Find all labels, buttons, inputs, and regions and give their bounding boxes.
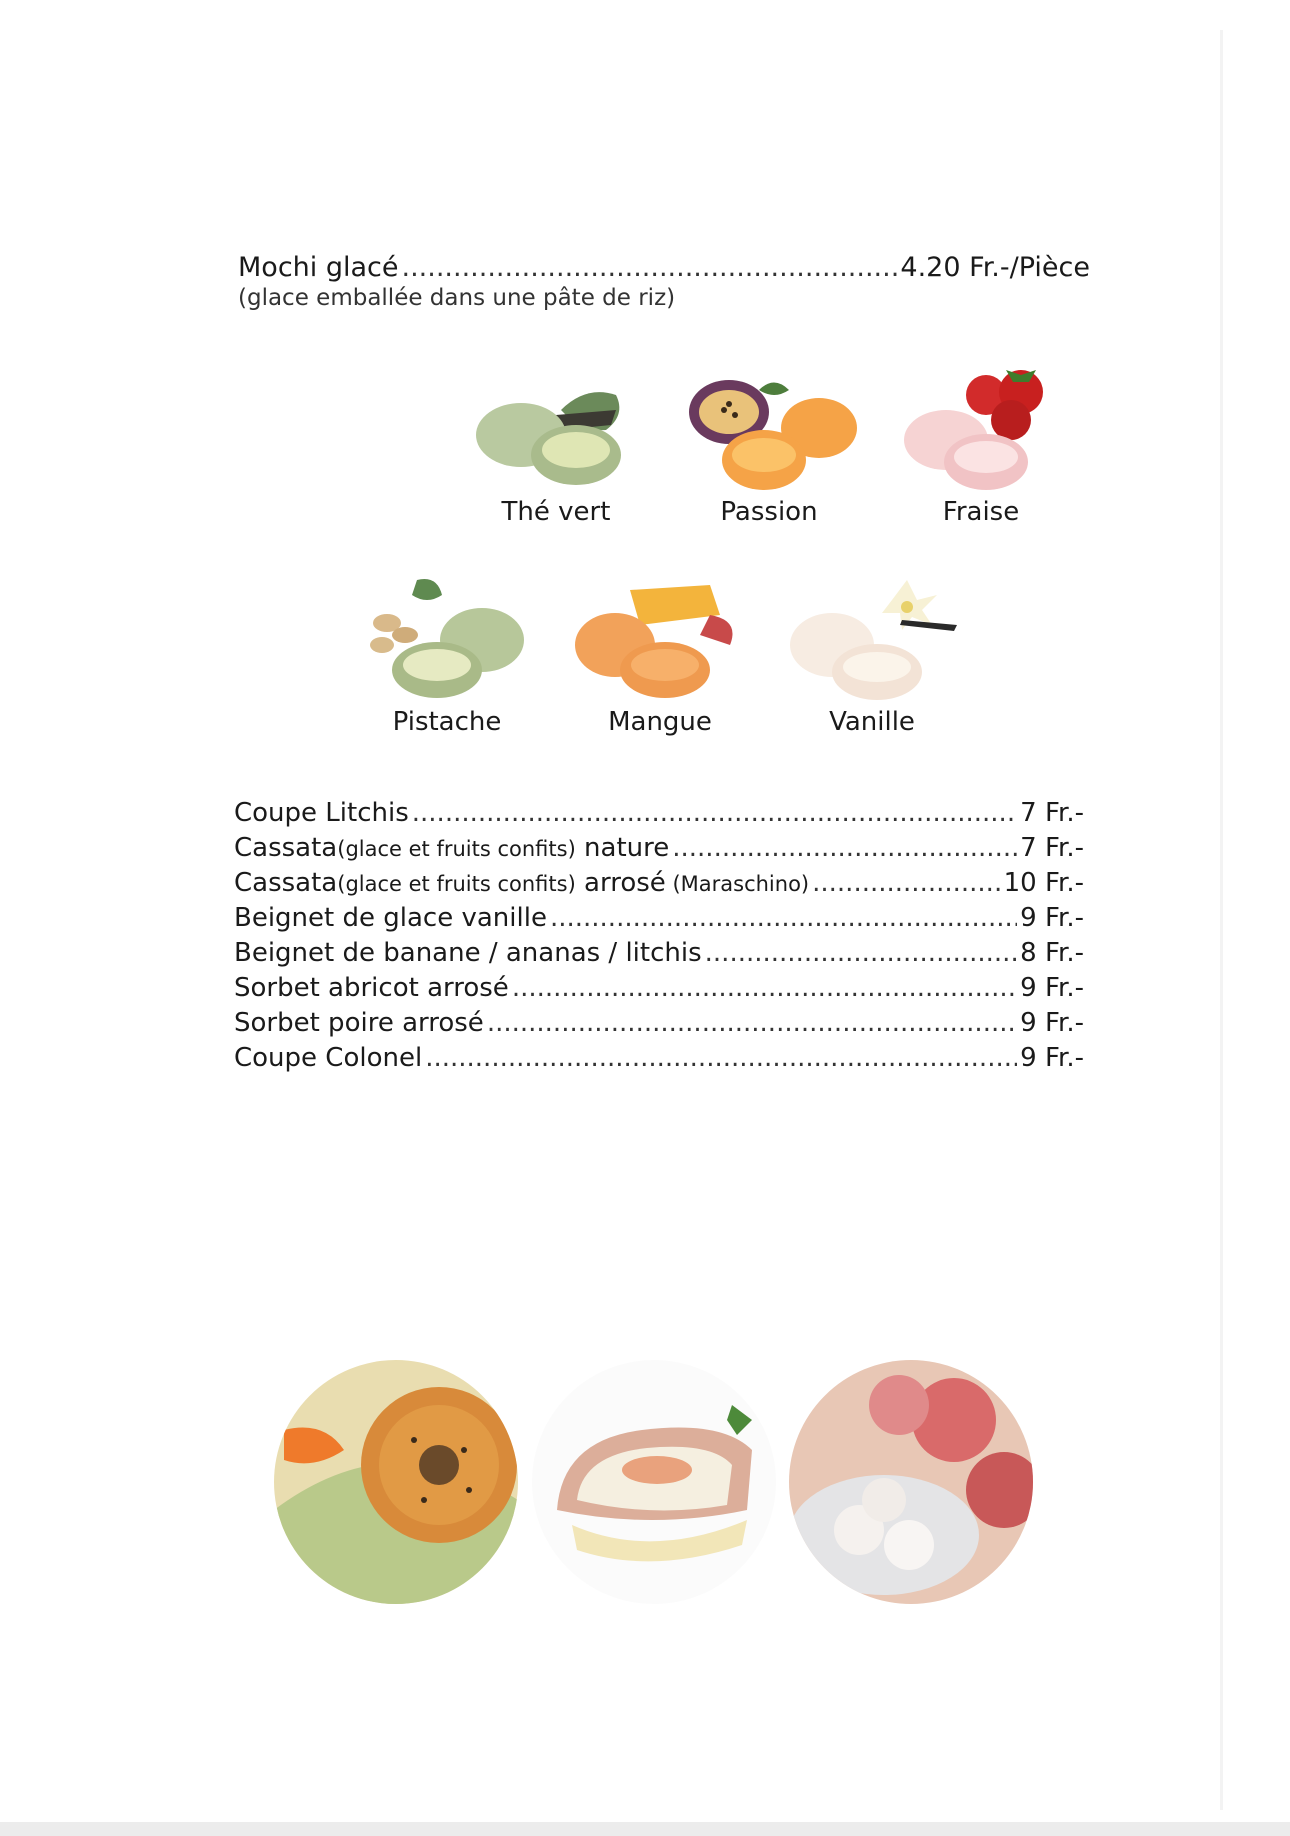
- mochi-mangue-image: [570, 575, 750, 705]
- item-name: Sorbet abricot arrosé: [234, 973, 509, 1003]
- item-name: Coupe Litchis: [234, 798, 409, 828]
- item-name: Beignet de banane / ananas / litchis: [234, 938, 702, 968]
- dot-leader: [487, 1008, 1017, 1038]
- mochi-vanille-image: [782, 575, 962, 705]
- photo-beignet: [274, 1360, 518, 1604]
- menu-row: [234, 868, 1084, 903]
- mochi-the-vert-image: [466, 370, 646, 495]
- flavor-passion: [674, 370, 864, 527]
- dot-leader: [412, 798, 1017, 828]
- item-suffix: nature: [575, 833, 670, 863]
- item-price: 9 Fr.-: [1020, 1043, 1084, 1073]
- mochi-passion-image: [679, 370, 859, 495]
- item-note: (glace et fruits confits): [337, 872, 576, 896]
- dessert-list: [234, 798, 1084, 1078]
- menu-row: [234, 798, 1084, 833]
- item-price: 9 Fr.-: [1020, 1008, 1084, 1038]
- menu-row: [234, 903, 1084, 938]
- item-name: Cassata: [234, 833, 338, 863]
- menu-row: [234, 1043, 1084, 1078]
- flavor-vanille: [777, 575, 967, 737]
- item-price: 9 Fr.-: [1020, 903, 1084, 933]
- mochi-price: 4.20 Fr.-/Pièce: [900, 252, 1090, 283]
- item-name: Coupe Colonel: [234, 1043, 423, 1073]
- mochi-fraise-image: [891, 370, 1071, 495]
- item-extra: (Maraschino): [665, 872, 810, 896]
- item-name: Sorbet poire arrosé: [234, 1008, 484, 1038]
- item-price: 8 Fr.-: [1020, 938, 1084, 968]
- item-name: Beignet de glace vanille: [234, 903, 547, 933]
- mochi-subtitle: (glace emballée dans une pâte de riz): [238, 285, 676, 311]
- dot-leader: [402, 252, 898, 283]
- flavor-pistache: [352, 575, 542, 737]
- flavor-fraise: [886, 370, 1076, 527]
- item-suffix: arrosé: [575, 868, 666, 898]
- item-price: 10 Fr.-: [1003, 868, 1084, 898]
- photo-cassata: [532, 1360, 776, 1604]
- menu-row: [234, 973, 1084, 1008]
- mochi-pistache-image: [357, 575, 537, 705]
- flavor-label: Mangue: [608, 707, 712, 737]
- flavor-label: Passion: [720, 497, 818, 527]
- dot-leader: [550, 903, 1017, 933]
- flavor-label: Thé vert: [501, 497, 611, 527]
- mochi-row: [238, 252, 1090, 283]
- flavor-the-vert: [461, 370, 651, 527]
- menu-row: [234, 1008, 1084, 1043]
- flavor-label: Fraise: [942, 497, 1020, 527]
- item-price: 7 Fr.-: [1020, 798, 1084, 828]
- mochi-section: [238, 252, 1090, 311]
- menu-row: [234, 833, 1084, 868]
- menu-row: [234, 938, 1084, 973]
- flavor-mangue: [565, 575, 755, 737]
- dot-leader: [812, 868, 1001, 898]
- dot-leader: [705, 938, 1018, 968]
- item-price: 9 Fr.-: [1020, 973, 1084, 1003]
- photo-litchis: [789, 1360, 1033, 1604]
- flavor-label: Pistache: [392, 707, 502, 737]
- item-note: (glace et fruits confits): [337, 837, 576, 861]
- dot-leader: [512, 973, 1017, 1003]
- dot-leader: [425, 1043, 1017, 1073]
- mochi-title: Mochi glacé: [238, 252, 399, 283]
- flavor-label: Vanille: [829, 707, 915, 737]
- page-edge: [1220, 30, 1223, 1810]
- dot-leader: [672, 833, 1017, 863]
- item-price: 7 Fr.-: [1020, 833, 1084, 863]
- item-name: Cassata: [234, 868, 338, 898]
